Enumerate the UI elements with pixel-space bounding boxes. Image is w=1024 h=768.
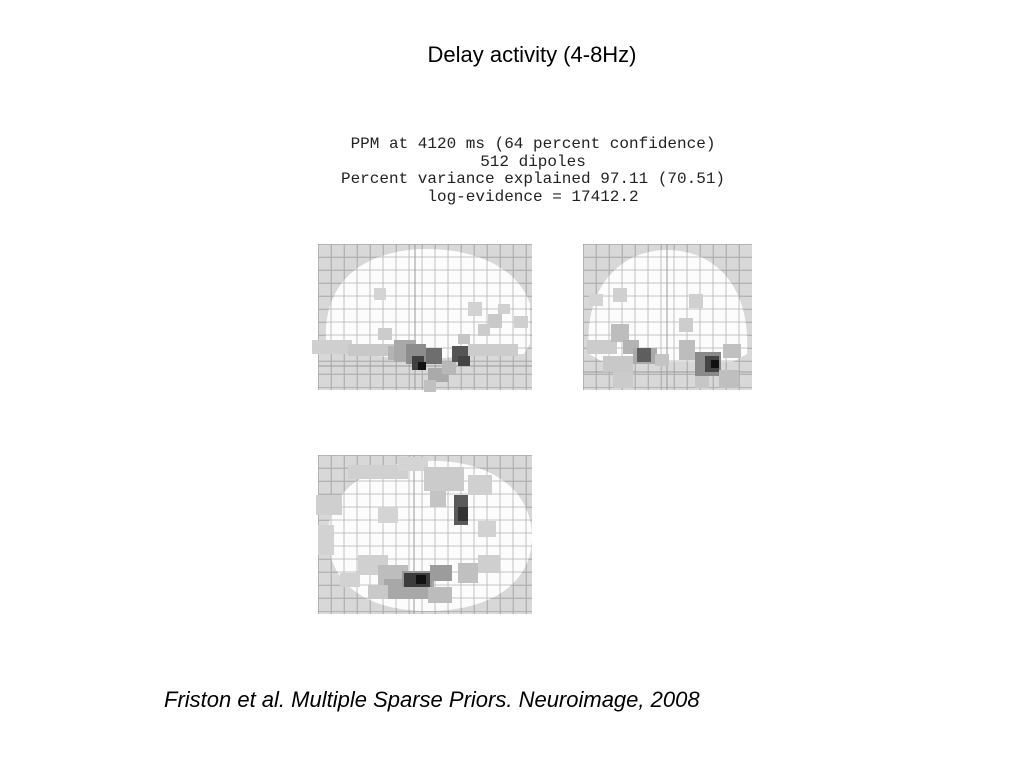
axial-svg [318, 455, 532, 614]
coronal-svg [583, 244, 752, 390]
citation: Friston et al. Multiple Sparse Priors. Neuroimage, 2008 [164, 687, 700, 712]
glass-brain-sagittal [318, 244, 532, 390]
sagittal-svg [318, 244, 532, 390]
ppm-time-line: PPM at 4120 ms (64 percent confidence) [350, 135, 716, 153]
glass-brain-axial [318, 455, 532, 614]
log-evidence-line: log-evidence = 17412.2 [427, 187, 639, 206]
dipoles-line: 512 dipoles [480, 152, 586, 171]
glass-brain-coronal [583, 244, 752, 390]
variance-line: Percent variance explained 97.11 (70.51) [340, 170, 726, 188]
slide-title: Delay activity (4-8Hz) [427, 42, 637, 67]
ppm-header [300, 136, 766, 206]
